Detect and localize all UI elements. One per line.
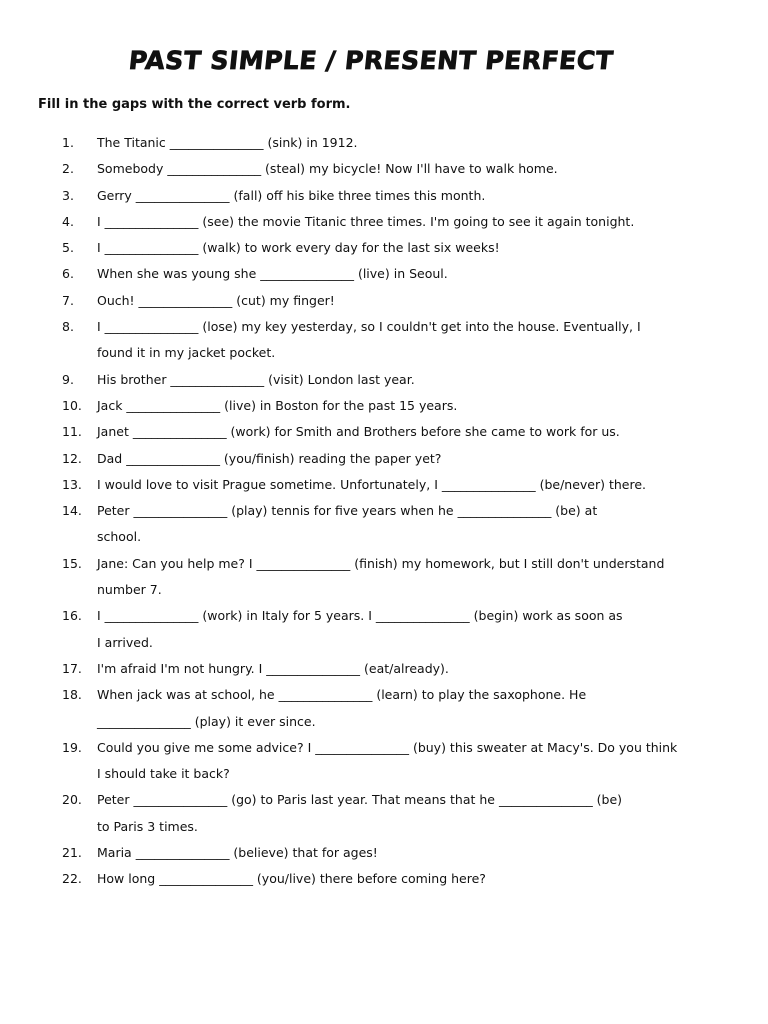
item-line: found it in my jacket pocket. xyxy=(97,345,276,361)
item-number: 1. xyxy=(62,135,74,150)
item-text xyxy=(97,393,707,419)
item-text xyxy=(97,235,707,261)
item-text xyxy=(97,472,707,498)
exercise-item xyxy=(0,130,768,156)
item-text xyxy=(97,787,707,840)
item-line: Could you give me some advice? I _______________ (buy) this sweater at Macy's. Do you think xyxy=(97,739,678,755)
item-number: 4. xyxy=(62,213,74,229)
item-line: to Paris 3 times. xyxy=(97,818,198,834)
item-line: Janet _______________ (work) for Smith and Brothers before she came to work for us. xyxy=(97,424,620,440)
item-number: 3. xyxy=(62,187,74,203)
item-text xyxy=(97,261,707,287)
item-line: Maria _______________ (believe) that for ages! xyxy=(97,845,378,861)
item-text xyxy=(97,209,707,235)
item-line: Dad _______________ (you/finish) reading the paper yet? xyxy=(97,450,442,466)
exercise-item xyxy=(0,156,768,182)
item-number: 13. xyxy=(62,476,82,492)
item-text xyxy=(97,551,707,604)
item-text xyxy=(97,130,707,156)
item-line: number 7. xyxy=(97,582,162,598)
item-line: Somebody _______________ (steal) my bicycle! Now I'll have to walk home. xyxy=(97,161,558,177)
instruction: Fill in the gaps with the correct verb form. xyxy=(38,97,351,112)
item-number: 16. xyxy=(62,608,82,624)
exercise-item xyxy=(0,446,768,472)
item-text xyxy=(97,288,707,314)
item-line: I arrived. xyxy=(97,634,153,650)
item-number: 22. xyxy=(62,871,82,887)
item-line: I _______________ (work) in Italy for 5 years. I _______________ (begin) work as soon as xyxy=(97,608,623,624)
item-line: Jack _______________ (live) in Boston for the past 15 years. xyxy=(97,397,458,413)
item-text xyxy=(97,840,707,866)
item-text xyxy=(97,682,707,735)
item-line: When jack was at school, he _______________ (learn) to play the saxophone. He xyxy=(97,687,587,703)
item-text xyxy=(97,866,707,892)
item-line: I should take it back? xyxy=(97,766,230,782)
item-text xyxy=(97,367,707,393)
item-number: 14. xyxy=(62,503,82,519)
exercise-item xyxy=(0,209,768,235)
item-number: 10. xyxy=(62,397,82,413)
item-line: Peter _______________ (go) to Paris last year. That means that he _______________ (be) xyxy=(97,792,623,808)
exercise-item xyxy=(0,735,768,788)
item-text xyxy=(97,419,707,445)
exercise-item xyxy=(0,314,768,367)
exercise-item xyxy=(0,603,768,656)
item-number: 19. xyxy=(62,739,82,755)
item-text xyxy=(97,603,707,656)
page-title: PAST SIMPLE / PRESENT PERFECT xyxy=(127,46,615,75)
item-number: 20. xyxy=(62,792,82,808)
item-line: His brother _______________ (visit) London last year. xyxy=(97,371,415,387)
item-line: I _______________ (walk) to work every day for the last six weeks! xyxy=(97,240,500,256)
item-line: I _______________ (lose) my key yesterday, so I couldn't get into the house. Eventually, I xyxy=(97,319,641,335)
item-line: Jane: Can you help me? I _______________ (finish) my homework, but I still don't understand xyxy=(97,555,665,571)
item-text xyxy=(97,735,707,788)
item-line: The Titanic _______________ (sink) in 1912. xyxy=(97,135,358,150)
item-number: 7. xyxy=(62,292,74,308)
exercise-item xyxy=(0,393,768,419)
exercise-item xyxy=(0,498,768,551)
item-text xyxy=(97,656,707,682)
item-text xyxy=(97,183,707,209)
item-number: 6. xyxy=(62,266,74,282)
item-line: Ouch! _______________ (cut) my finger! xyxy=(97,292,335,308)
exercise-item xyxy=(0,183,768,209)
item-number: 11. xyxy=(62,424,82,440)
exercise-item xyxy=(0,288,768,314)
item-line: Gerry _______________ (fall) off his bike three times this month. xyxy=(97,187,486,203)
item-text xyxy=(97,498,707,551)
item-number: 18. xyxy=(62,687,82,703)
exercise-item xyxy=(0,866,768,892)
exercise-item xyxy=(0,787,768,840)
item-line: I would love to visit Prague sometime. Unfortunately, I _______________ (be/never) there. xyxy=(97,476,647,492)
item-line: Peter _______________ (play) tennis for five years when he _______________ (be) at xyxy=(97,503,598,519)
item-line: school. xyxy=(97,529,142,545)
item-number: 12. xyxy=(62,450,82,466)
item-number: 5. xyxy=(62,240,74,256)
item-line: I'm afraid I'm not hungry. I _______________ (eat/already). xyxy=(97,660,449,676)
exercise-item xyxy=(0,235,768,261)
exercise-item xyxy=(0,551,768,604)
item-number: 2. xyxy=(62,161,74,177)
item-line: How long _______________ (you/live) there before coming here? xyxy=(97,871,486,887)
item-line: I _______________ (see) the movie Titanic three times. I'm going to see it again tonight. xyxy=(97,213,635,229)
item-number: 21. xyxy=(62,845,82,861)
exercise-item xyxy=(0,682,768,735)
item-line: _______________ (play) it ever since. xyxy=(97,713,316,729)
item-number: 15. xyxy=(62,555,82,571)
exercise-list xyxy=(0,130,768,893)
exercise-item xyxy=(0,472,768,498)
exercise-item xyxy=(0,656,768,682)
item-text xyxy=(97,156,707,182)
exercise-item xyxy=(0,367,768,393)
exercise-item xyxy=(0,419,768,445)
item-number: 8. xyxy=(62,319,74,335)
exercise-item xyxy=(0,840,768,866)
item-number: 9. xyxy=(62,371,74,387)
item-line: When she was young she _______________ (live) in Seoul. xyxy=(97,266,448,282)
item-number: 17. xyxy=(62,660,82,676)
item-text xyxy=(97,314,707,367)
exercise-item xyxy=(0,261,768,287)
item-text xyxy=(97,446,707,472)
